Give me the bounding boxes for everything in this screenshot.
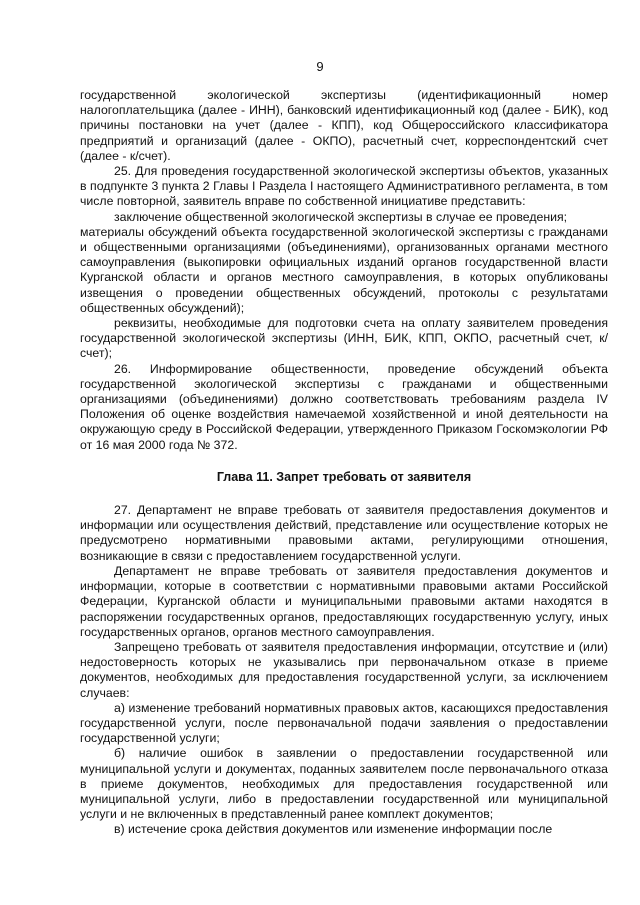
paragraph: Департамент не вправе требовать от заявителя предоставления документов и информации, которые в соответствии с нормативными правовыми актами Российской Федерации, Курганской области и муниципальными правовыми актами находятся в распоряжении государственных органов, предоставляющих государственную услугу, иных государственных органов, органов местного самоуправления.	[80, 563, 608, 639]
paragraph: государственной экологической экспертизы (идентификационный номер налогоплательщика (далее - ИНН), банковский идентификационный код (далее - БИК), код причины постановки на учет (далее - КПП), код Общероссийского классификатора предприятий и организаций (далее - ОКПО), расчетный счет, корреспондентский счет (далее - к/счет).	[80, 88, 608, 163]
page-number: 9	[316, 59, 324, 74]
paragraph: 25. Для проведения государственной экологической экспертизы объектов, указанных в подпункте 3 пункта 2 Главы I Раздела I настоящего Административного регламента, в том числе повторной, заявитель вправе по собственной инициативе представить:	[80, 164, 608, 209]
document-body	[80, 88, 608, 838]
chapter-heading: Глава 11. Запрет требовать от заявителя	[216, 469, 472, 484]
list-item: в) истечение срока действия документов или изменение информации после	[114, 822, 553, 837]
list-item: реквизиты, необходимые для подготовки счета на оплату заявителем проведения государственной экологической экспертизы (ИНН, БИК, КПП, ОКПО, расчетный счет, к/счет);	[80, 316, 608, 361]
list-item: а) изменение требований нормативных правовых актов, касающихся предоставления государственной услуги, после первоначальной подачи заявления о предоставлении государственной услуги;	[80, 700, 608, 746]
list-item: заключение общественной экологической экспертизы в случае ее проведения;	[114, 209, 568, 224]
list-item: материалы обсуждений объекта государственной экологической экспертизы с гражданами и общественными организациями (объединениями), организованных органами местного самоуправления (выкопировки официальных изданий органов государственной власти Курганской области и органов местного самоуправления, в которых опубликованы извещения о проведении общественных обсуждений, протоколы с результатами общественных обсуждений);	[80, 224, 608, 315]
list-item: б) наличие ошибок в заявлении о предоставлении государственной или муниципальной услуги и документах, поданных заявителем после первоначального отказа в приеме документов, необходимых для предоставления государственной или муниципальной услуги, либо в предоставлении государственной или муниципальной услуги и не включенных в представленный ранее комплект документов;	[80, 746, 608, 822]
paragraph: Запрещено требовать от заявителя предоставления информации, отсутствие и (или) недостоверность которых не указывались при первоначальном отказе в приеме документов, необходимых для предоставления государственной услуги, за исключением случаев:	[80, 639, 608, 700]
paragraph: 27. Департамент не вправе требовать от заявителя предоставления документов и информации или осуществления действий, представление или осуществление которых не предусмотрено нормативными правовыми актами, регулирующими отношения, возникающие в связи с предоставлением государственной услуги.	[80, 503, 608, 563]
paragraph: 26. Информирование общественности, проведение обсуждений объекта государственной экологической экспертизы с гражданами и общественными организациями (объединениями) должно соответствовать требованиям раздела IV Положения об оценке воздействия намечаемой хозяйственной и иной деятельности на окружающую среду в Российской Федерации, утвержденного Приказом Госкомэкологии РФ от 16 мая 2000 года № 372.	[80, 361, 608, 452]
